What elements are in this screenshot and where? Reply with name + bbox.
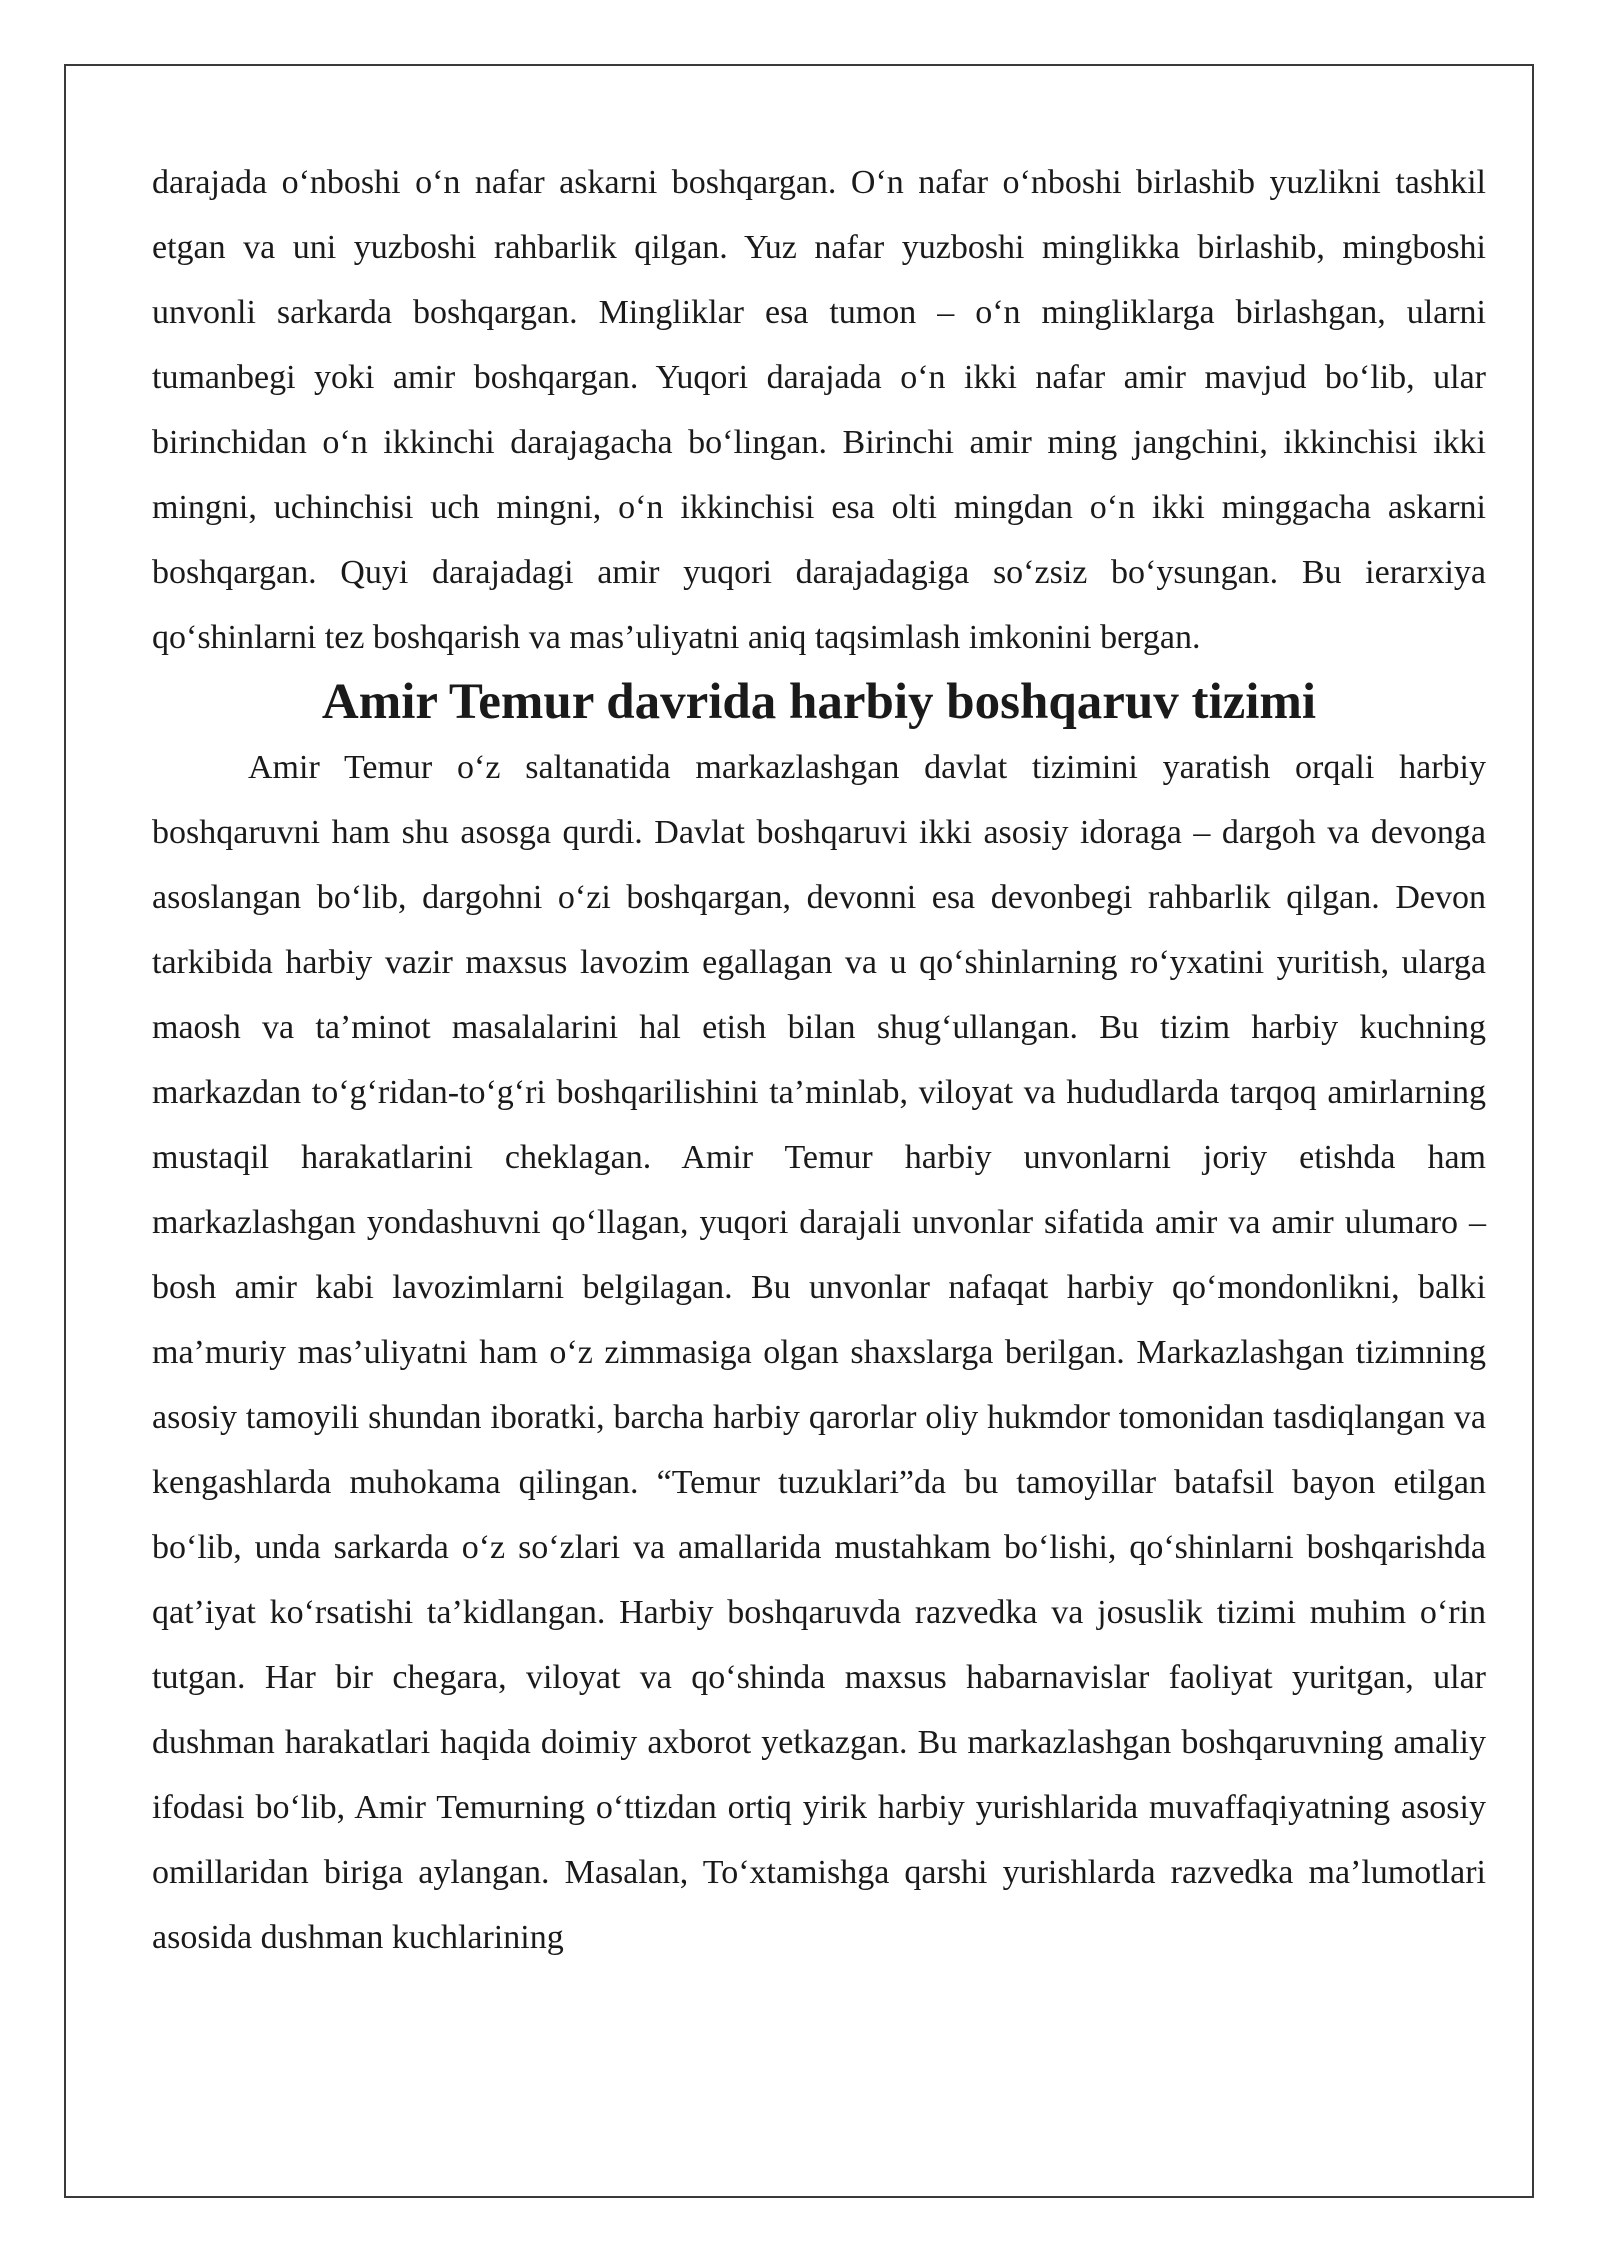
section-heading: Amir Temur davrida harbiy boshqaruv tizimi [321,674,1317,730]
document-body [152,150,1486,1970]
body-paragraph: darajada o‘nboshi o‘n nafar askarni boshqargan. O‘n nafar o‘nboshi birlashib yuzlikni tashkil etgan va uni yuzboshi rahbarlik qilgan. Yuz nafar yuzboshi minglikka birlashib, mingboshi unvonli sarkarda boshqargan. Mingliklar esa tumon – o‘n mingliklarga birlashgan, ularni tumanbegi yoki amir boshqargan. Yuqori darajada o‘n ikki nafar amir mavjud bo‘lib, ular birinchidan o‘n ikkinchi darajagacha bo‘lingan. Birinchi amir ming jangchini, ikkinchisi ikki mingni, uchinchisi uch mingni, o‘n ikkinchisi esa olti mingdan o‘n ikki minggacha askarni boshqargan. Quyi darajadagi amir yuqori darajadagiga so‘zsiz bo‘ysungan. Bu ierarxiya qo‘shinlarni tez boshqarish va mas’uliyatni aniq taqsimlash imkonini bergan. [152,164,1486,656]
body-paragraph: Amir Temur o‘z saltanatida markazlashgan davlat tizimini yaratish orqali harbiy boshqaruvni ham shu asosga qurdi. Davlat boshqaruvi ikki asosiy idoraga – dargoh va devonga asoslangan bo‘lib, dargohni o‘zi boshqargan, devonni esa devonbegi rahbarlik qilgan. Devon tarkibida harbiy vazir maxsus lavozim egallagan va u qo‘shinlarning ro‘yxatini yuritish, ularga maosh va ta’minot masalalarini hal etish bilan shug‘ullangan. Bu tizim harbiy kuchning markazdan to‘g‘ridan-to‘g‘ri boshqarilishini ta’minlab, viloyat va hududlarda tarqoq amirlarning mustaqil harakatlarini cheklagan. Amir Temur harbiy unvonlarni joriy etishda ham markazlashgan yondashuvni qo‘llagan, yuqori darajali unvonlar sifatida amir va amir ulumaro – bosh amir kabi lavozimlarni belgilagan. Bu unvonlar nafaqat harbiy qo‘mondonlikni, balki ma’muriy mas’uliyatni ham o‘z zimmasiga olgan shaxslarga berilgan. Markazlashgan tizimning asosiy tamoyili shundan iboratki, barcha harbiy qarorlar oliy hukmdor tomonidan tasdiqlangan va kengashlarda muhokama qilingan. “Temur tuzuklari”da bu tamoyillar batafsil bayon etilgan bo‘lib, unda sarkarda o‘z so‘zlari va amallarida mustahkam bo‘lishi, qo‘shinlarni boshqarishda qat’iyat ko‘rsatishi ta’kidlangan. Harbiy boshqaruvda razvedka va josuslik tizimi muhim o‘rin tutgan. Har bir chegara, viloyat va qo‘shinda maxsus habarnavislar faoliyat yuritgan, ular dushman harakatlari haqida doimiy axborot yetkazgan. Bu markazlashgan boshqaruvning amaliy ifodasi bo‘lib, Amir Temurning o‘ttizdan ortiq yirik harbiy yurishlarida muvaffaqiyatning asosiy omillaridan biriga aylangan. Masalan, To‘xtamishga qarshi yurishlarda razvedka ma’lumotlari asosida dushman kuchlarining [152,749,1486,1956]
